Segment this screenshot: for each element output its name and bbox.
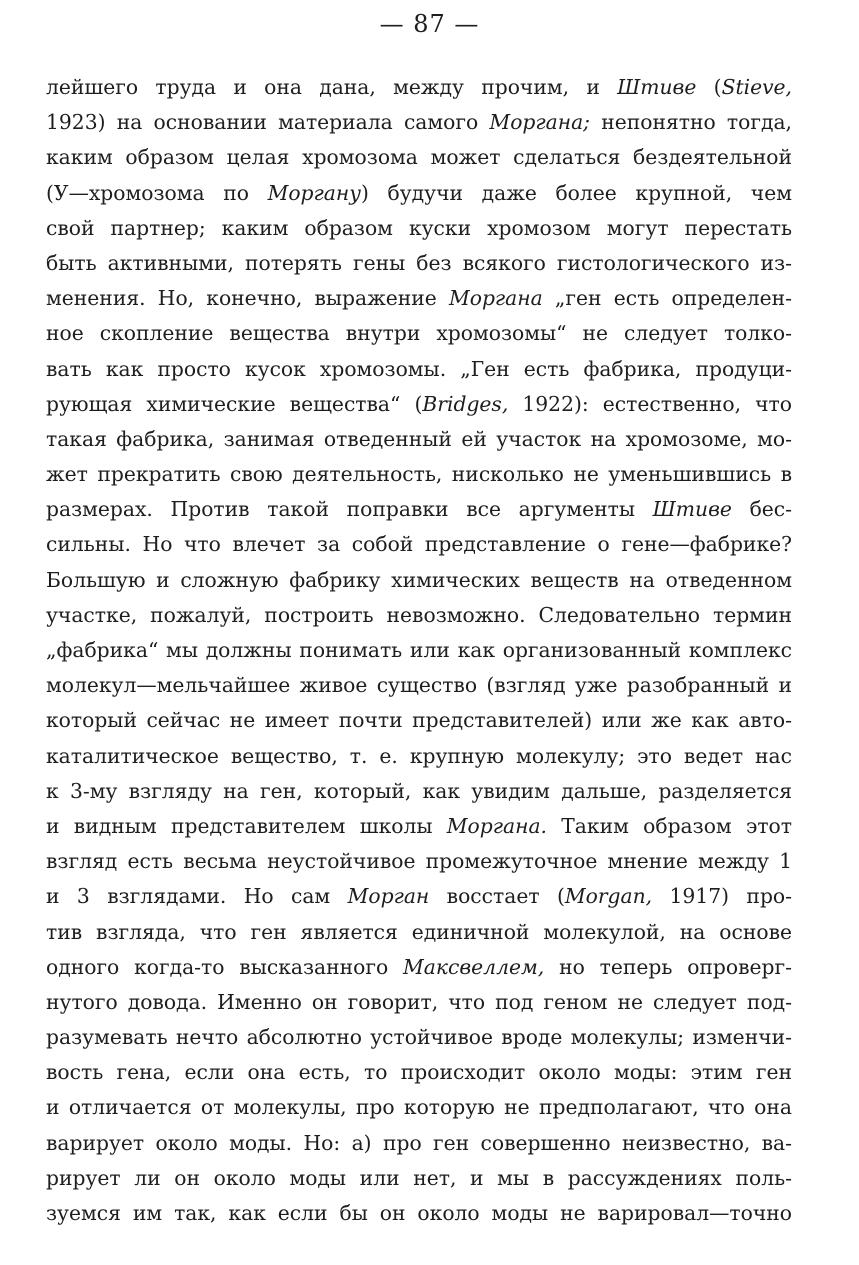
text-segment: каким образом целая хромозома может сделаться бездеятельной [46, 145, 792, 170]
text-segment: непонятно тогда, [590, 110, 792, 135]
text-segment: участке, пожалуй, построить невозможно. Следовательно термин [46, 602, 792, 627]
text-segment: 1923) на основании материала самого [46, 110, 490, 135]
text-segment: Большую и сложную фабрику химических веществ на отведенном [46, 567, 792, 592]
text-segment: ное скопление вещества внутри хромозомы“ не следует толко- [46, 321, 792, 346]
text-segment: быть активными, потерять гены без всякого гистологического из- [46, 250, 792, 275]
text-line [46, 703, 792, 738]
text-segment: к 3-му взгляду на ген, который, как увидим дальше, разделяется [46, 778, 792, 803]
text-line [46, 70, 792, 105]
text-line [46, 774, 792, 809]
text-line [46, 915, 792, 950]
page-number: — 87 — [379, 10, 480, 38]
text-line [46, 176, 792, 211]
italic-name: Штиве [617, 75, 697, 99]
text-segment: вость гена, если она есть, то происходит около моды: этим ген [46, 1060, 792, 1085]
text-line [46, 527, 792, 562]
text-line [46, 563, 792, 598]
text-segment: рирует ли он около моды или нет, и мы в рассуждениях поль- [46, 1165, 792, 1190]
text-segment: но теперь опроверг- [544, 954, 792, 979]
text-line [46, 985, 792, 1020]
text-line [46, 879, 792, 914]
text-segment: зуемся им так, как если бы он около моды не варировал—точно [46, 1201, 792, 1225]
text-line [46, 211, 792, 246]
text-line [46, 387, 792, 422]
text-line [46, 1020, 792, 1055]
text-line [46, 105, 792, 140]
italic-name: Моргана; [489, 110, 591, 135]
text-line [46, 281, 792, 316]
text-segment: одного когда-то высказанного [46, 954, 404, 979]
text-line [46, 633, 792, 668]
text-line [46, 492, 792, 527]
text-segment: Таким образом этот [546, 813, 792, 838]
text-segment: размерах. Против такой поправки все аргументы [46, 497, 653, 522]
text-segment: „ген есть определен- [542, 286, 792, 311]
text-segment: и отличается от молекулы, про которую не предполагают, что она [46, 1095, 792, 1120]
text-segment: 1922): естественно, что [508, 391, 792, 416]
text-segment: сильны. Но что влечет за собой представление о гене—фабрике? [46, 532, 792, 557]
text-segment: менения. Но, конечно, выражение [46, 286, 449, 311]
italic-name: Моргана [448, 286, 543, 311]
text-line [46, 1196, 792, 1231]
body-text [46, 70, 792, 1231]
text-segment: ) будучи даже более крупной, чем [361, 180, 792, 205]
text-line [46, 1090, 792, 1125]
text-line [46, 1055, 792, 1090]
italic-name: Максвеллем, [403, 954, 545, 979]
text-segment: такая фабрика, занимая отведенный ей участок на хромозоме, мо- [46, 426, 792, 451]
text-segment: каталитическое вещество, т. е. крупную молекулу; это ведет нас [46, 743, 792, 768]
text-segment: нутого довода. Именно он говорит, что под геном не следует под- [46, 989, 792, 1014]
text-segment: и видным представителем школы [46, 813, 447, 838]
text-segment: взгляд есть весьма неустойчивое промежуточное мнение между 1 [46, 849, 792, 874]
italic-name: Morgan, [564, 884, 653, 909]
text-line [46, 1161, 792, 1196]
text-segment: разумевать нечто абсолютно устойчивое вроде молекулы; изменчи- [46, 1025, 792, 1050]
text-line [46, 422, 792, 457]
italic-name: Штиве [652, 497, 732, 522]
text-segment: который сейчас не имеет почти представителей) или же как авто- [46, 708, 792, 733]
italic-name: Моргана. [446, 813, 547, 838]
text-line [46, 598, 792, 633]
italic-name: Морган [347, 884, 430, 909]
text-line [46, 1126, 792, 1161]
text-line [46, 246, 792, 281]
text-segment: бес- [731, 497, 792, 522]
text-line [46, 316, 792, 351]
text-line [46, 352, 792, 387]
text-segment: варирует около моды. Но: а) про ген совершенно неизвестно, ва- [46, 1130, 792, 1155]
text-segment: восстает ( [429, 884, 565, 909]
text-line [46, 140, 792, 175]
text-segment: жет прекратить свою деятельность, нисколько не уменьшившись в [46, 462, 792, 487]
text-segment: 1917) про- [652, 884, 792, 909]
text-segment: и 3 взглядами. Но сам [46, 884, 348, 909]
text-segment: вать как просто кусок хромозомы. „Ген есть фабрика, продуци- [46, 356, 792, 381]
text-segment: ( [696, 75, 722, 99]
italic-name: Stieve, [721, 75, 792, 99]
text-line [46, 739, 792, 774]
italic-name: Моргану [267, 180, 361, 205]
text-line [46, 950, 792, 985]
text-segment: тив взгляда, что ген является единичной молекулой, на основе [46, 919, 792, 944]
text-segment: (У—хромозома по [46, 180, 268, 205]
text-segment: свой партнер; каким образом куски хромозом могут перестать [46, 215, 792, 240]
text-line [46, 457, 792, 492]
text-line [46, 809, 792, 844]
text-segment: „фабрика“ мы должны понимать или как организованный комплекс [46, 638, 792, 662]
text-segment: молекул—мельчайшее живое существо (взгляд уже разобранный и [46, 673, 792, 698]
text-line [46, 668, 792, 703]
text-segment: рующая химические вещества“ ( [46, 391, 423, 416]
text-segment: лейшего труда и она дана, между прочим, и [46, 75, 618, 99]
italic-name: Bridges, [422, 391, 509, 416]
text-line [46, 844, 792, 879]
